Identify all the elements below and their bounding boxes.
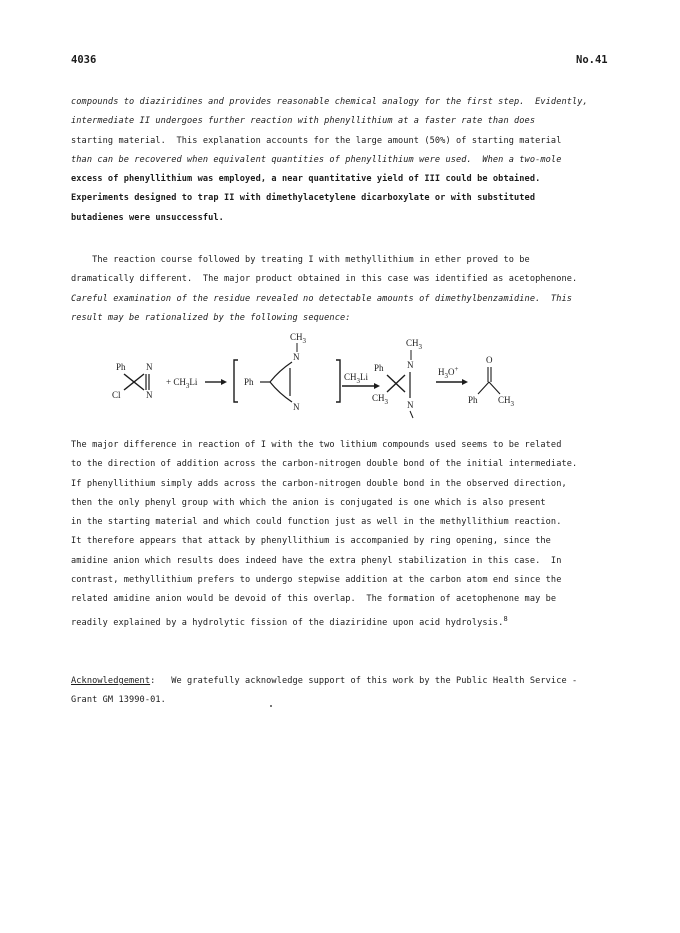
text-line: related amidine anion would be devoid of this overlap. The formation of acetophenone may be — [71, 594, 557, 605]
text-line: in the starting material and which could function just as well in the methyllithium reaction. — [71, 517, 562, 528]
text-line: The major difference in reaction of I with the two lithium compounds used seems to be related — [71, 440, 562, 450]
acknowledgement-title: Acknowledgement — [71, 676, 151, 686]
speck — [270, 705, 272, 707]
reagent-hydronium — [438, 365, 459, 380]
label-n: N — [146, 362, 153, 372]
reagent-methyllithium — [166, 377, 198, 390]
footnote-marker: 8 — [503, 614, 508, 623]
text-line: result may be rationalized by the following sequence: — [71, 312, 351, 323]
text-line: excess of phenyllithium was employed, a near quantitative yield of III could be obtained. — [71, 174, 541, 185]
svg-text:H3O+: $H_3O^+$ — [438, 365, 459, 380]
text-line: Careful examination of the residue revealed no detectable amounts of dimethylbenzamidine. This — [71, 293, 573, 304]
label-ph: Ph — [244, 377, 254, 387]
arrow-head — [221, 379, 227, 385]
label-ph: Ph — [116, 362, 126, 372]
label-n: N — [146, 390, 153, 400]
text-line — [71, 610, 616, 633]
label-n: N — [407, 400, 414, 410]
text-line: dramatically different. The major product obtained in this case was identified as acetophenone. — [71, 274, 578, 285]
text-line: butadienes were unsuccessful. — [71, 212, 224, 223]
label-ph: Ph — [374, 363, 384, 373]
svg-text:CH3Li: $CH_3Li$ — [344, 372, 369, 385]
page-number: 4036 — [71, 54, 97, 66]
svg-text:CH3: $CH_3$ — [498, 395, 515, 408]
svg-text:CH3: $CH_3$ — [290, 332, 307, 345]
label-n: N — [293, 352, 300, 362]
text-line: contrast, methyllithium prefers to undergo stepwise addition at the carbon atom end since the — [71, 575, 562, 586]
reagent-methyllithium-2 — [344, 372, 369, 385]
acknowledgement — [71, 672, 631, 710]
product-structure — [468, 355, 515, 408]
text-line: compounds to diaziridines and provides reasonable chemical analogy for the first step. Evidently, — [71, 97, 588, 107]
label-o: O — [486, 355, 493, 365]
svg-text:+ CH3Li: + $CH_3Li$ — [166, 377, 198, 390]
arrow-head — [462, 379, 468, 385]
arrow-head — [374, 383, 380, 389]
reactant-structure — [112, 362, 153, 400]
text-line: intermediate II undergoes further reaction with phenyllithium at a faster rate than does — [71, 116, 536, 127]
acknowledgement-text: We gratefully acknowledge support of this work by the Public Health Service - — [155, 676, 578, 686]
text-line: amidine anion which results does indeed have the extra phenyl stabilization in this case. In — [71, 555, 562, 566]
acknowledgement-colon: : — [150, 676, 156, 686]
text-line: The reaction course followed by treating I with methyllithium in ether proved to be — [71, 255, 530, 265]
paragraph-3 — [71, 436, 616, 633]
intermediate-structure — [234, 332, 340, 412]
issue-number: No.41 — [576, 54, 608, 66]
acknowledgement-line-2: Grant GM 13990-01. — [71, 695, 166, 705]
label-n: N — [407, 360, 414, 370]
text-line: starting material. This explanation accounts for the large amount (50%) of starting material — [71, 135, 562, 146]
text-line: If phenyllithium simply adds across the carbon-nitrogen double bond in the observed direction, — [71, 478, 567, 489]
reaction-scheme — [110, 332, 570, 418]
diaziridine-structure — [372, 338, 423, 418]
text-line: then the only phenyl group with which the anion is conjugated is one which is also present — [71, 497, 546, 508]
text-line: It therefore appears that attack by phenyllithium is accompanied by ring opening, since the — [71, 536, 551, 547]
svg-text:CH3: $CH_3$ — [372, 393, 389, 406]
text-line: than can be recovered when equivalent quantities of phenyllithium were used. When a two-mole — [71, 154, 562, 165]
label-ph: Ph — [468, 395, 478, 405]
text-line: to the direction of addition across the carbon-nitrogen double bond of the initial intermediate. — [71, 459, 578, 470]
svg-text:CH3: $CH_3$ — [406, 338, 423, 351]
acknowledgement-line — [71, 672, 631, 691]
text-line: Experiments designed to trap II with dimethylacetylene dicarboxylate or with substituted — [71, 193, 536, 204]
label-cl: Cl — [112, 390, 121, 400]
label-n: N — [293, 402, 300, 412]
paragraph-2 — [71, 251, 616, 328]
last-line-text: readily explained by a hydrolytic fission of the diaziridine upon acid hydrolysis. — [71, 617, 504, 628]
paragraph-1 — [71, 93, 616, 228]
